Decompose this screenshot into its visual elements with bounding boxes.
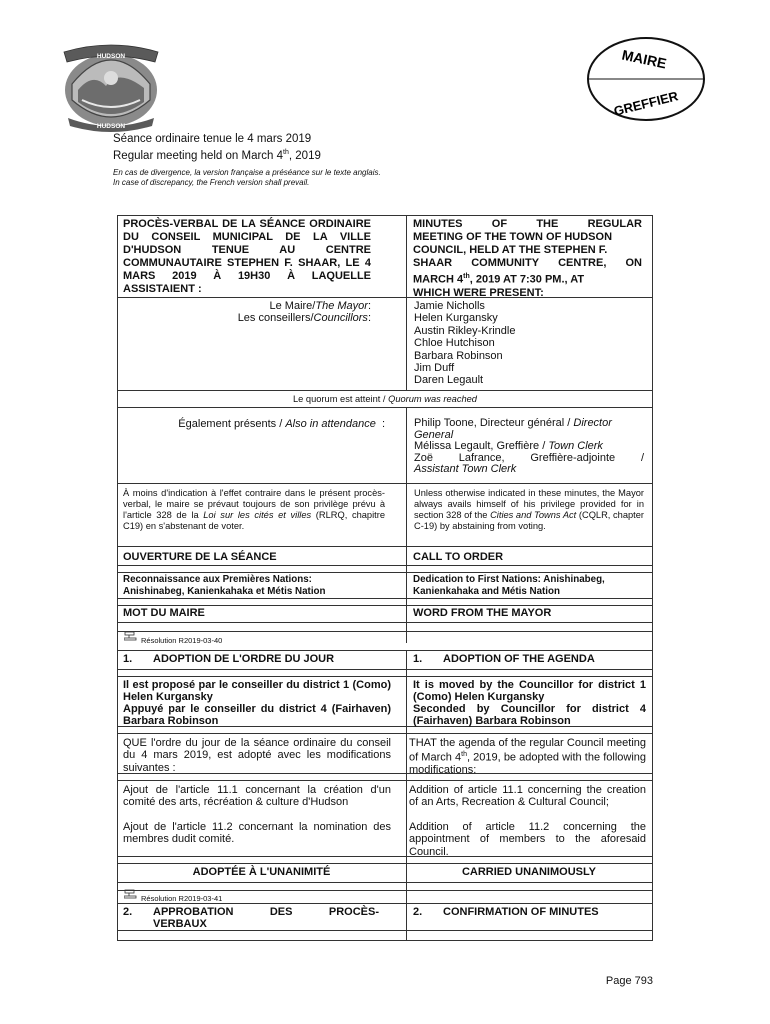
privilege-note-fr: À moins d'indication à l'effet contraire dans le présent procès-verbal, le maire se prévaut toujours de son privilège prévu à l'article 328 de la Loi sur les cités et villes (RLRQ, chapitre C19) en s'abstenant de voter. bbox=[123, 488, 386, 532]
present-name: Daren Legault bbox=[414, 374, 484, 387]
item-title-fr: APPROBATION DES PROCÈS- VERBAUX bbox=[153, 906, 379, 931]
resolution-text-en: THAT the agenda of the regular Council meeting of March 4th, 2019, be adopted with the following modifications: bbox=[409, 737, 646, 777]
logo-banner-text: HUDSON bbox=[96, 53, 126, 60]
present-name: Jim Duff bbox=[414, 362, 455, 375]
resolution-text-fr: QUE l'ordre du jour de la séance ordinaire du conseil du 4 mars 2019, est adopté avec les modifications suivantes : bbox=[123, 737, 391, 774]
moved-by-en: It is moved by the Councillor for district 1 (Como) Helen Kurgansky bbox=[413, 679, 646, 704]
language-note-fr: En cas de divergence, la version française a préséance sur le texte anglais. bbox=[113, 168, 381, 177]
carried-fr: ADOPTÉE À L'UNANIMITÉ bbox=[192, 866, 331, 878]
dedication-en: Dedication to First Nations: Anishinabeg, Kanienkahaka and Métis Nation bbox=[413, 574, 605, 597]
moved-by-fr: Il est proposé par le conseiller du district 1 (Como) Helen Kurgansky bbox=[123, 679, 391, 704]
privilege-note-en: Unless otherwise indicated in these minutes, the Mayor always avails himself of his privilege provided for in section 328 of the Cities and Towns Act (CQLR, chapter C-19) by abstaining from voting. bbox=[414, 488, 645, 532]
councillors-label: Les conseillers/Councillors: bbox=[237, 312, 371, 324]
stamp-maire: MAIRE bbox=[620, 46, 668, 72]
modification-2-en: Addition of article 11.2 concerning the appointment of members to the aforesaid Council. bbox=[409, 821, 646, 858]
seconded-by-fr: Appuyé par le conseiller du district 4 (Fairhaven) Barbara Robinson bbox=[123, 703, 391, 728]
attendance-list: Philip Toone, Directeur général / Director General Mélissa Legault, Greffière / Town Clerk Zoë Lafrance, Greffière-adjointe / Assistant Town Clerk bbox=[414, 417, 644, 476]
session-title-en: Regular meeting held on March 4th, 2019 bbox=[113, 149, 321, 162]
mayor-word-en: WORD FROM THE MAYOR bbox=[413, 607, 552, 619]
mayor-word-fr: MOT DU MAIRE bbox=[123, 607, 205, 619]
minutes-title-en: MINUTES OF THE REGULAR MEETING OF THE TOWN OF HUDSON COUNCIL, HELD AT THE STEPHEN F. SHAAR COMMUNITY CENTRE, ON MARCH 4th, 2019 AT 7:30 PM., AT WHICH WERE PRESENT: bbox=[413, 218, 642, 300]
language-note-en: In case of discrepancy, the French version shall prevail. bbox=[113, 178, 310, 187]
present-name: Helen Kurgansky bbox=[414, 312, 498, 325]
modification-1-fr: Ajout de l'article 11.1 concernant la création d'un comité des arts, récréation & culture d'Hudson bbox=[123, 784, 391, 809]
item-title-fr: ADOPTION DE L'ORDRE DU JOUR bbox=[153, 653, 335, 665]
signature-stamp bbox=[586, 36, 706, 122]
present-name: Chloe Hutchison bbox=[414, 337, 495, 350]
item-title-en: ADOPTION OF THE AGENDA bbox=[443, 653, 595, 665]
present-names bbox=[414, 300, 644, 387]
present-name: Barbara Robinson bbox=[414, 349, 503, 362]
seconded-by-en: Seconded by Councillor for district 4 (Fairhaven) Barbara Robinson bbox=[413, 703, 646, 728]
quorum-note: Le quorum est atteint / Quorum was reached bbox=[293, 394, 477, 404]
opening-title-en: CALL TO ORDER bbox=[413, 551, 504, 563]
modification-2-fr: Ajout de l'article 11.2 concernant la nomination des membres dudit comité. bbox=[123, 821, 391, 846]
item-number-en: 1. bbox=[413, 653, 423, 665]
item-number: 2. bbox=[123, 906, 133, 918]
attendance-label: Également présents / Also in attendance : bbox=[178, 418, 385, 430]
modification-1-en: Addition of article 11.1 concerning the creation of an Arts, Recreation & Cultural Council; bbox=[409, 784, 646, 809]
resolution-number: Résolution R2019-03-40 bbox=[141, 636, 223, 645]
item-title-en: CONFIRMATION OF MINUTES bbox=[443, 906, 599, 918]
present-name: Austin Rikley-Krindle bbox=[414, 324, 516, 337]
present-name: Jamie Nicholls bbox=[414, 300, 485, 312]
resolution-number: Résolution R2019-03-41 bbox=[141, 894, 223, 903]
gavel-icon bbox=[124, 631, 137, 641]
page-number: Page 793 bbox=[605, 975, 653, 987]
gavel-icon bbox=[124, 889, 137, 899]
logo-town-text: HUDSON bbox=[96, 123, 126, 130]
minutes-title-fr: PROCÈS-VERBAL DE LA SÉANCE ORDINAIRE DU CONSEIL MUNICIPAL DE LA VILLE D'HUDSON TENUE AU CENTRE COMMUNAUTAIRE STEPHEN F. SHAAR, LE 4 MARS 2019 À 19H30 À LAQUELLE ASSISTAIENT : bbox=[123, 218, 371, 296]
item-number: 1. bbox=[123, 653, 133, 665]
dedication-fr: Reconnaissance aux Premières Nations: Anishinabeg, Kanienkahaka et Métis Nation bbox=[123, 574, 326, 597]
carried-en: CARRIED UNANIMOUSLY bbox=[461, 866, 597, 878]
opening-title-fr: OUVERTURE DE LA SÉANCE bbox=[123, 551, 277, 563]
item-number-en: 2. bbox=[413, 906, 423, 918]
mayor-label: Le Maire/The Mayor: bbox=[269, 300, 371, 312]
session-title-fr: Séance ordinaire tenue le 4 mars 2019 bbox=[113, 133, 312, 145]
town-logo bbox=[58, 38, 164, 134]
stamp-greffier: GREFFIER bbox=[612, 88, 680, 119]
